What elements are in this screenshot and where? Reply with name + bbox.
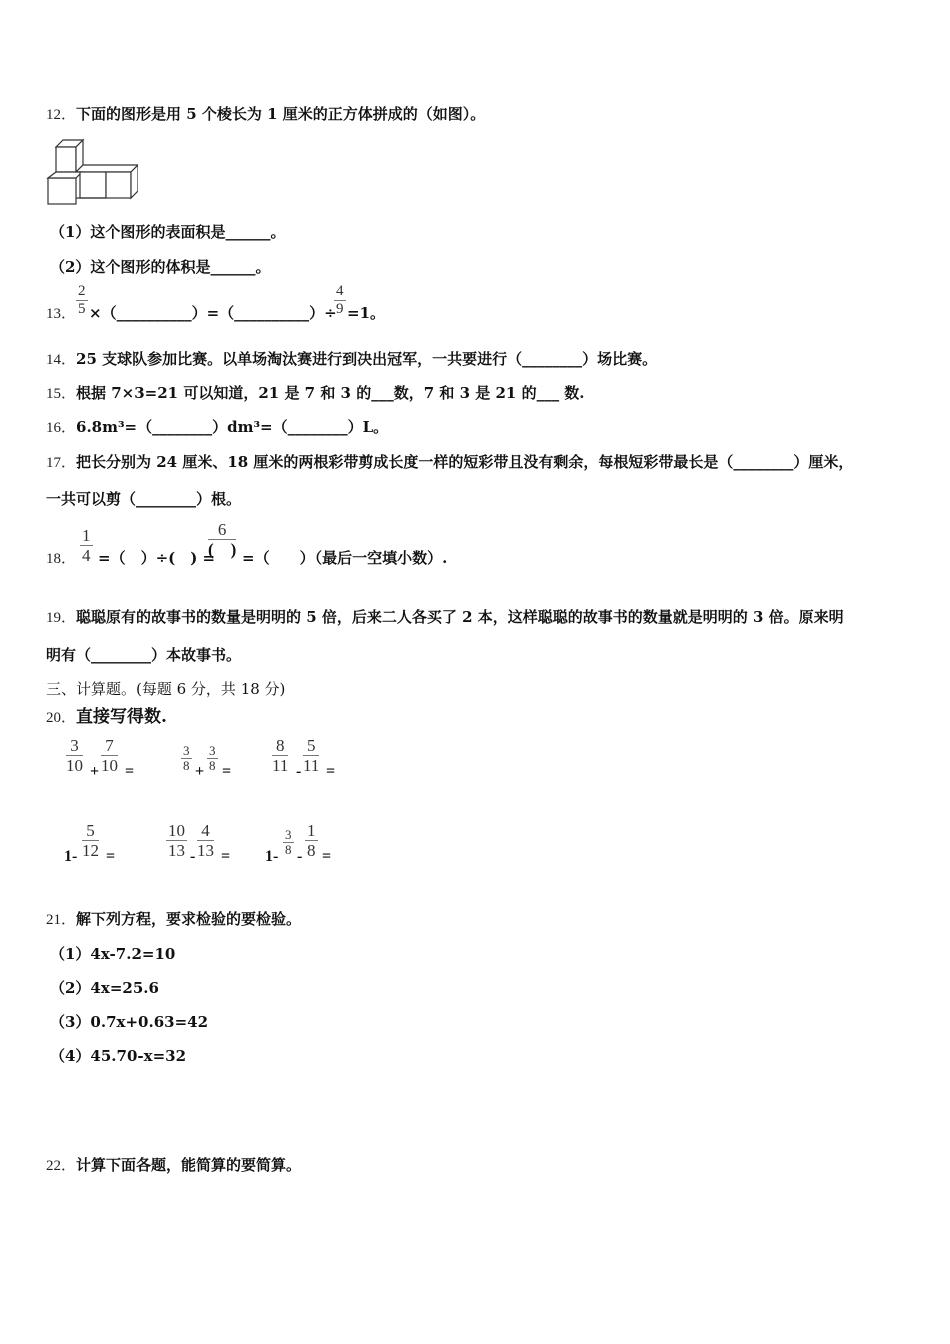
numerator: 5: [303, 737, 319, 756]
question-number: 15．: [46, 386, 77, 402]
denominator: 4: [82, 545, 91, 565]
q21-equation-1: （1）4x-7.2=10: [50, 945, 176, 963]
question-18-number: [46, 547, 76, 568]
question-18-middle: =（ ）÷( ) =: [98, 549, 216, 567]
denominator: 13: [168, 840, 185, 860]
q21-equation-3: （3）0.7x+0.63=42: [50, 1013, 209, 1031]
question-text: 直接写得数.: [76, 707, 167, 727]
numerator: 3: [209, 743, 216, 758]
q20-item3-frac-b: [303, 737, 319, 775]
question-number: 12．: [46, 107, 77, 123]
question-number: 16．: [46, 420, 77, 436]
numerator: 10: [168, 821, 185, 840]
denominator: 11: [272, 755, 289, 775]
q20-item1-eq: =: [125, 763, 135, 780]
question-13-number: [46, 302, 76, 323]
q20-item1-frac-b: [101, 737, 118, 775]
numerator: 7: [101, 737, 118, 756]
question-12: [46, 103, 485, 124]
denominator: ( ): [208, 539, 237, 559]
q20-item6-frac-a: [283, 828, 294, 858]
denominator: 8: [285, 841, 292, 857]
numerator: 2: [78, 283, 86, 299]
question-13-middle: ×（__________）=（__________）÷: [89, 304, 337, 322]
question-text: 解下列方程，要求检验的要检验。: [76, 910, 302, 928]
question-21: [46, 908, 301, 929]
numerator: 4: [336, 283, 344, 299]
question-number: 21．: [46, 912, 77, 928]
denominator: 9: [336, 300, 344, 317]
fraction-2-5: [76, 284, 88, 318]
question-text: 6.8m³=（________）dm³=（________）L。: [76, 418, 389, 436]
denominator: 11: [303, 755, 320, 775]
denominator: 10: [66, 755, 83, 775]
q20-item1-frac-a: [66, 737, 83, 775]
q20-item3-op: -: [296, 763, 302, 780]
q20-item5-frac-b: [197, 822, 214, 860]
denominator: 12: [82, 840, 99, 860]
question-19-line-2: 明有（________）本故事书。: [46, 646, 242, 664]
denominator: 13: [197, 840, 214, 860]
q21-equation-4: （4）45.70-x=32: [50, 1047, 187, 1065]
q20-item2-op: +: [195, 763, 205, 780]
question-number: 22．: [46, 1158, 77, 1174]
numerator: 3: [66, 737, 83, 756]
q20-item1-op: +: [90, 763, 100, 780]
question-12-sub-2: （2）这个图形的体积是______。: [50, 258, 271, 276]
cubes-figure-svg: [46, 138, 138, 206]
question-18-end: =（ ）（最后一空填小数）.: [242, 549, 448, 567]
numerator: 4: [197, 822, 214, 841]
question-17-line-2: 一共可以剪（________）根。: [46, 490, 242, 508]
q20-item6-prefix: 1-: [265, 848, 279, 865]
numerator: 1: [82, 526, 91, 545]
fraction-4-9: [334, 284, 346, 318]
question-text: 下面的图形是用 5 个棱长为 1 厘米的正方体拼成的（如图）。: [76, 105, 486, 123]
question-15: [46, 382, 585, 403]
q20-item2-frac-b: [207, 744, 218, 774]
q20-item3-eq: =: [326, 763, 336, 780]
question-20: [46, 702, 167, 727]
denominator: 8: [209, 757, 216, 773]
section-3-heading: 三、计算题。(每题 6 分，共 18 分): [46, 680, 286, 698]
denominator: 8: [183, 757, 190, 773]
q20-item6-op: -: [297, 848, 303, 865]
q20-item2-frac-a: [181, 744, 192, 774]
question-16: [46, 416, 388, 437]
q20-item5-op: -: [190, 848, 196, 865]
question-13-end: =1。: [347, 304, 386, 322]
question-19-line-1: [46, 606, 844, 627]
numerator: 6: [208, 521, 236, 540]
numerator: 5: [82, 822, 99, 841]
q20-item4-eq: =: [106, 848, 116, 865]
numerator: 3: [183, 743, 190, 758]
q20-item5-frac-a: [166, 822, 187, 860]
denominator: 10: [101, 755, 118, 775]
question-text: 25 支球队参加比赛。以单场淘汰赛进行到决出冠军，一共要进行（________）场比赛。: [76, 350, 658, 368]
question-number: 20．: [46, 710, 77, 726]
question-number: 17．: [46, 455, 77, 471]
question-number: 13．: [46, 306, 77, 322]
question-text: 根据 7×3=21 可以知道，21 是 7 和 3 的___数，7 和 3 是 21 的___ 数.: [76, 384, 585, 402]
question-number: 19．: [46, 610, 77, 626]
q21-equation-2: （2）4x=25.6: [50, 979, 159, 997]
numerator: 8: [272, 737, 288, 756]
cubes-figure: [46, 138, 138, 210]
fraction-1-4: [80, 527, 93, 565]
q20-item3-frac-a: [272, 737, 288, 775]
q20-item5-eq: =: [221, 848, 231, 865]
question-text: 聪聪原有的故事书的数量是明明的 5 倍，后来二人各买了 2 本，这样聪聪的故事书的数量就是明明的 3 倍。原来明: [76, 608, 844, 626]
q20-item4-frac-a: [82, 822, 99, 860]
question-17-line-1: [46, 451, 853, 472]
q20-item6-frac-b: [305, 822, 318, 860]
numerator: 3: [285, 827, 292, 842]
q20-item4-prefix: 1-: [64, 848, 78, 865]
question-text: 计算下面各题，能简算的要简算。: [76, 1156, 302, 1174]
fraction-6-blank: [208, 521, 236, 559]
question-22: [46, 1154, 301, 1175]
question-number: 18．: [46, 551, 77, 567]
question-number: 14．: [46, 352, 77, 368]
q20-item2-eq: =: [222, 763, 232, 780]
q20-item6-eq: =: [322, 848, 332, 865]
question-12-sub-1: （1）这个图形的表面积是______。: [50, 223, 286, 241]
denominator: 5: [78, 300, 86, 317]
question-14: [46, 348, 657, 369]
numerator: 1: [307, 821, 316, 840]
question-text: 把长分别为 24 厘米、18 厘米的两根彩带剪成长度一样的短彩带且没有剩余，每根短彩带最长是（________）厘米，: [76, 453, 854, 471]
denominator: 8: [307, 840, 316, 860]
